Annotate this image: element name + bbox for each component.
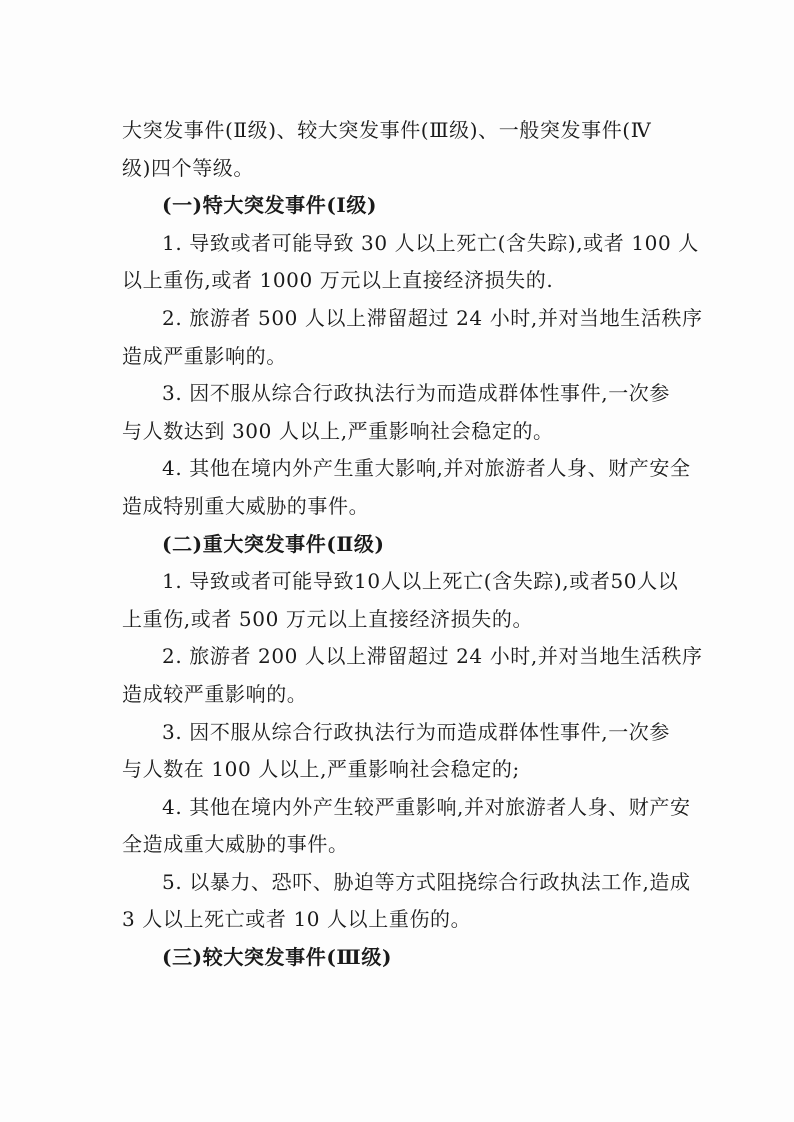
intro-line-2: 级)四个等级。 bbox=[122, 155, 255, 180]
paragraph-line: 3. 因不服从综合行政执法行为而造成群体性事件,一次参 bbox=[162, 719, 670, 744]
paragraph-line: 3. 因不服从综合行政执法行为而造成群体性事件,一次参 bbox=[162, 381, 670, 406]
document-body bbox=[122, 112, 706, 977]
section-heading-1: (一)特大突发事件(Ⅰ级) bbox=[162, 193, 378, 218]
paragraph-line: 与人数达到 300 人以上,严重影响社会稳定的。 bbox=[122, 418, 554, 443]
paragraph-line: 4. 其他在境内外产生重大影响,并对旅游者人身、财产安全 bbox=[162, 456, 691, 481]
section-heading-2: (二)重大突发事件(Ⅱ级) bbox=[162, 531, 385, 556]
paragraph-line: 与人数在 100 人以上,严重影响社会稳定的; bbox=[122, 757, 520, 782]
paragraph-line: 5. 以暴力、恐吓、胁迫等方式阻挠综合行政执法工作,造成 bbox=[162, 869, 691, 894]
paragraph-line: 造成严重影响的。 bbox=[122, 343, 287, 368]
paragraph-line: 4. 其他在境内外产生较严重影响,并对旅游者人身、财产安 bbox=[162, 794, 691, 819]
paragraph-line: 上重伤,或者 500 万元以上直接经济损失的。 bbox=[122, 606, 534, 631]
paragraph-line: 造成较严重影响的。 bbox=[122, 681, 308, 706]
paragraph-line: 1. 导致或者可能导致 30 人以上死亡(含失踪),或者 100 人 bbox=[162, 230, 699, 255]
paragraph-line: 造成特别重大威胁的事件。 bbox=[122, 493, 370, 518]
paragraph-line: 2. 旅游者 500 人以上滞留超过 24 小时,并对当地生活秩序 bbox=[162, 305, 703, 330]
paragraph-line: 2. 旅游者 200 人以上滞留超过 24 小时,并对当地生活秩序 bbox=[162, 644, 703, 669]
paragraph-line: 全造成重大威胁的事件。 bbox=[122, 832, 349, 857]
intro-line-1: 大突发事件(Ⅱ级)、较大突发事件(Ⅲ级)、一般突发事件(Ⅳ bbox=[122, 118, 652, 142]
section-heading-3: (三)较大突发事件(Ⅲ级) bbox=[162, 945, 393, 970]
paragraph-line: 以上重伤,或者 1000 万元以上直接经济损失的. bbox=[122, 268, 554, 293]
paragraph-line: 3 人以上死亡或者 10 人以上重伤的。 bbox=[122, 907, 472, 932]
paragraph-line: 1. 导致或者可能导致10人以上死亡(含失踪),或者50人以 bbox=[162, 569, 679, 594]
